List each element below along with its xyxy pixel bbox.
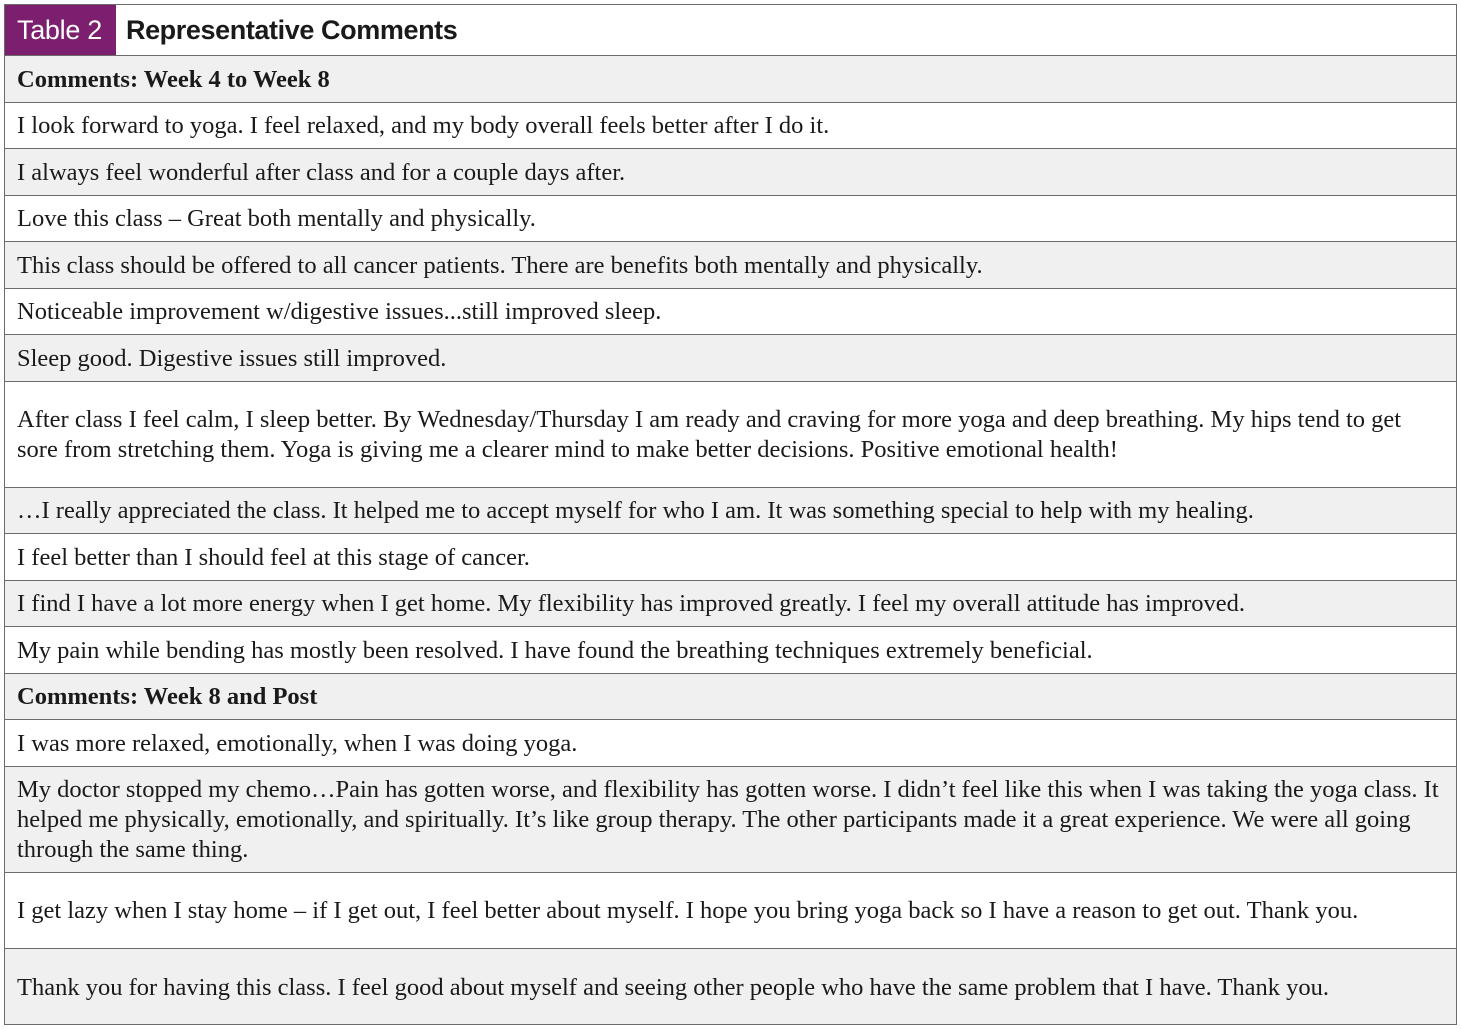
- table-label: Table 2: [5, 5, 116, 55]
- comment-row: I get lazy when I stay home – if I get out, I feel better about myself. I hope you bring yoga back so I have a reason to get out. Thank you.: [5, 873, 1456, 949]
- comment-row: This class should be offered to all cancer patients. There are benefits both mentally and physically.: [5, 242, 1456, 289]
- comment-row: My pain while bending has mostly been resolved. I have found the breathing techniques extremely beneficial.: [5, 627, 1456, 674]
- section-heading-week8-post: Comments: Week 8 and Post: [5, 674, 1456, 721]
- comment-row: …I really appreciated the class. It helped me to accept myself for who I am. It was something special to help with my healing.: [5, 488, 1456, 535]
- table-header: [5, 5, 1456, 56]
- comment-row: My doctor stopped my chemo…Pain has gotten worse, and flexibility has gotten worse. I didn’t feel like this when I was taking the yoga class. It helped me physically, emotionally, and spiritually. It’s like group therapy. The other participants made it a great experience. We were all going through the same thing.: [5, 767, 1456, 873]
- section-heading-week4-8: Comments: Week 4 to Week 8: [5, 56, 1456, 103]
- comment-row: I find I have a lot more energy when I get home. My flexibility has improved greatly. I feel my overall attitude has improved.: [5, 581, 1456, 628]
- comment-row: I always feel wonderful after class and for a couple days after.: [5, 149, 1456, 196]
- representative-comments-table: [4, 4, 1457, 1025]
- table-title: Representative Comments: [125, 14, 458, 45]
- comment-row: I feel better than I should feel at this stage of cancer.: [5, 534, 1456, 581]
- comment-row: Love this class – Great both mentally and physically.: [5, 196, 1456, 243]
- comment-row: Thank you for having this class. I feel good about myself and seeing other people who have the same problem that I have. Thank you.: [5, 949, 1456, 1025]
- comment-row: Noticeable improvement w/digestive issues...still improved sleep.: [5, 289, 1456, 336]
- comment-row: After class I feel calm, I sleep better. By Wednesday/Thursday I am ready and craving for more yoga and deep breathing. My hips tend to get sore from stretching them. Yoga is giving me a clearer mind to make better decisions. Positive emotional health!: [5, 382, 1456, 488]
- comment-row: Sleep good. Digestive issues still improved.: [5, 335, 1456, 382]
- comment-row: I was more relaxed, emotionally, when I was doing yoga.: [5, 720, 1456, 767]
- comment-row: I look forward to yoga. I feel relaxed, and my body overall feels better after I do it.: [5, 103, 1456, 150]
